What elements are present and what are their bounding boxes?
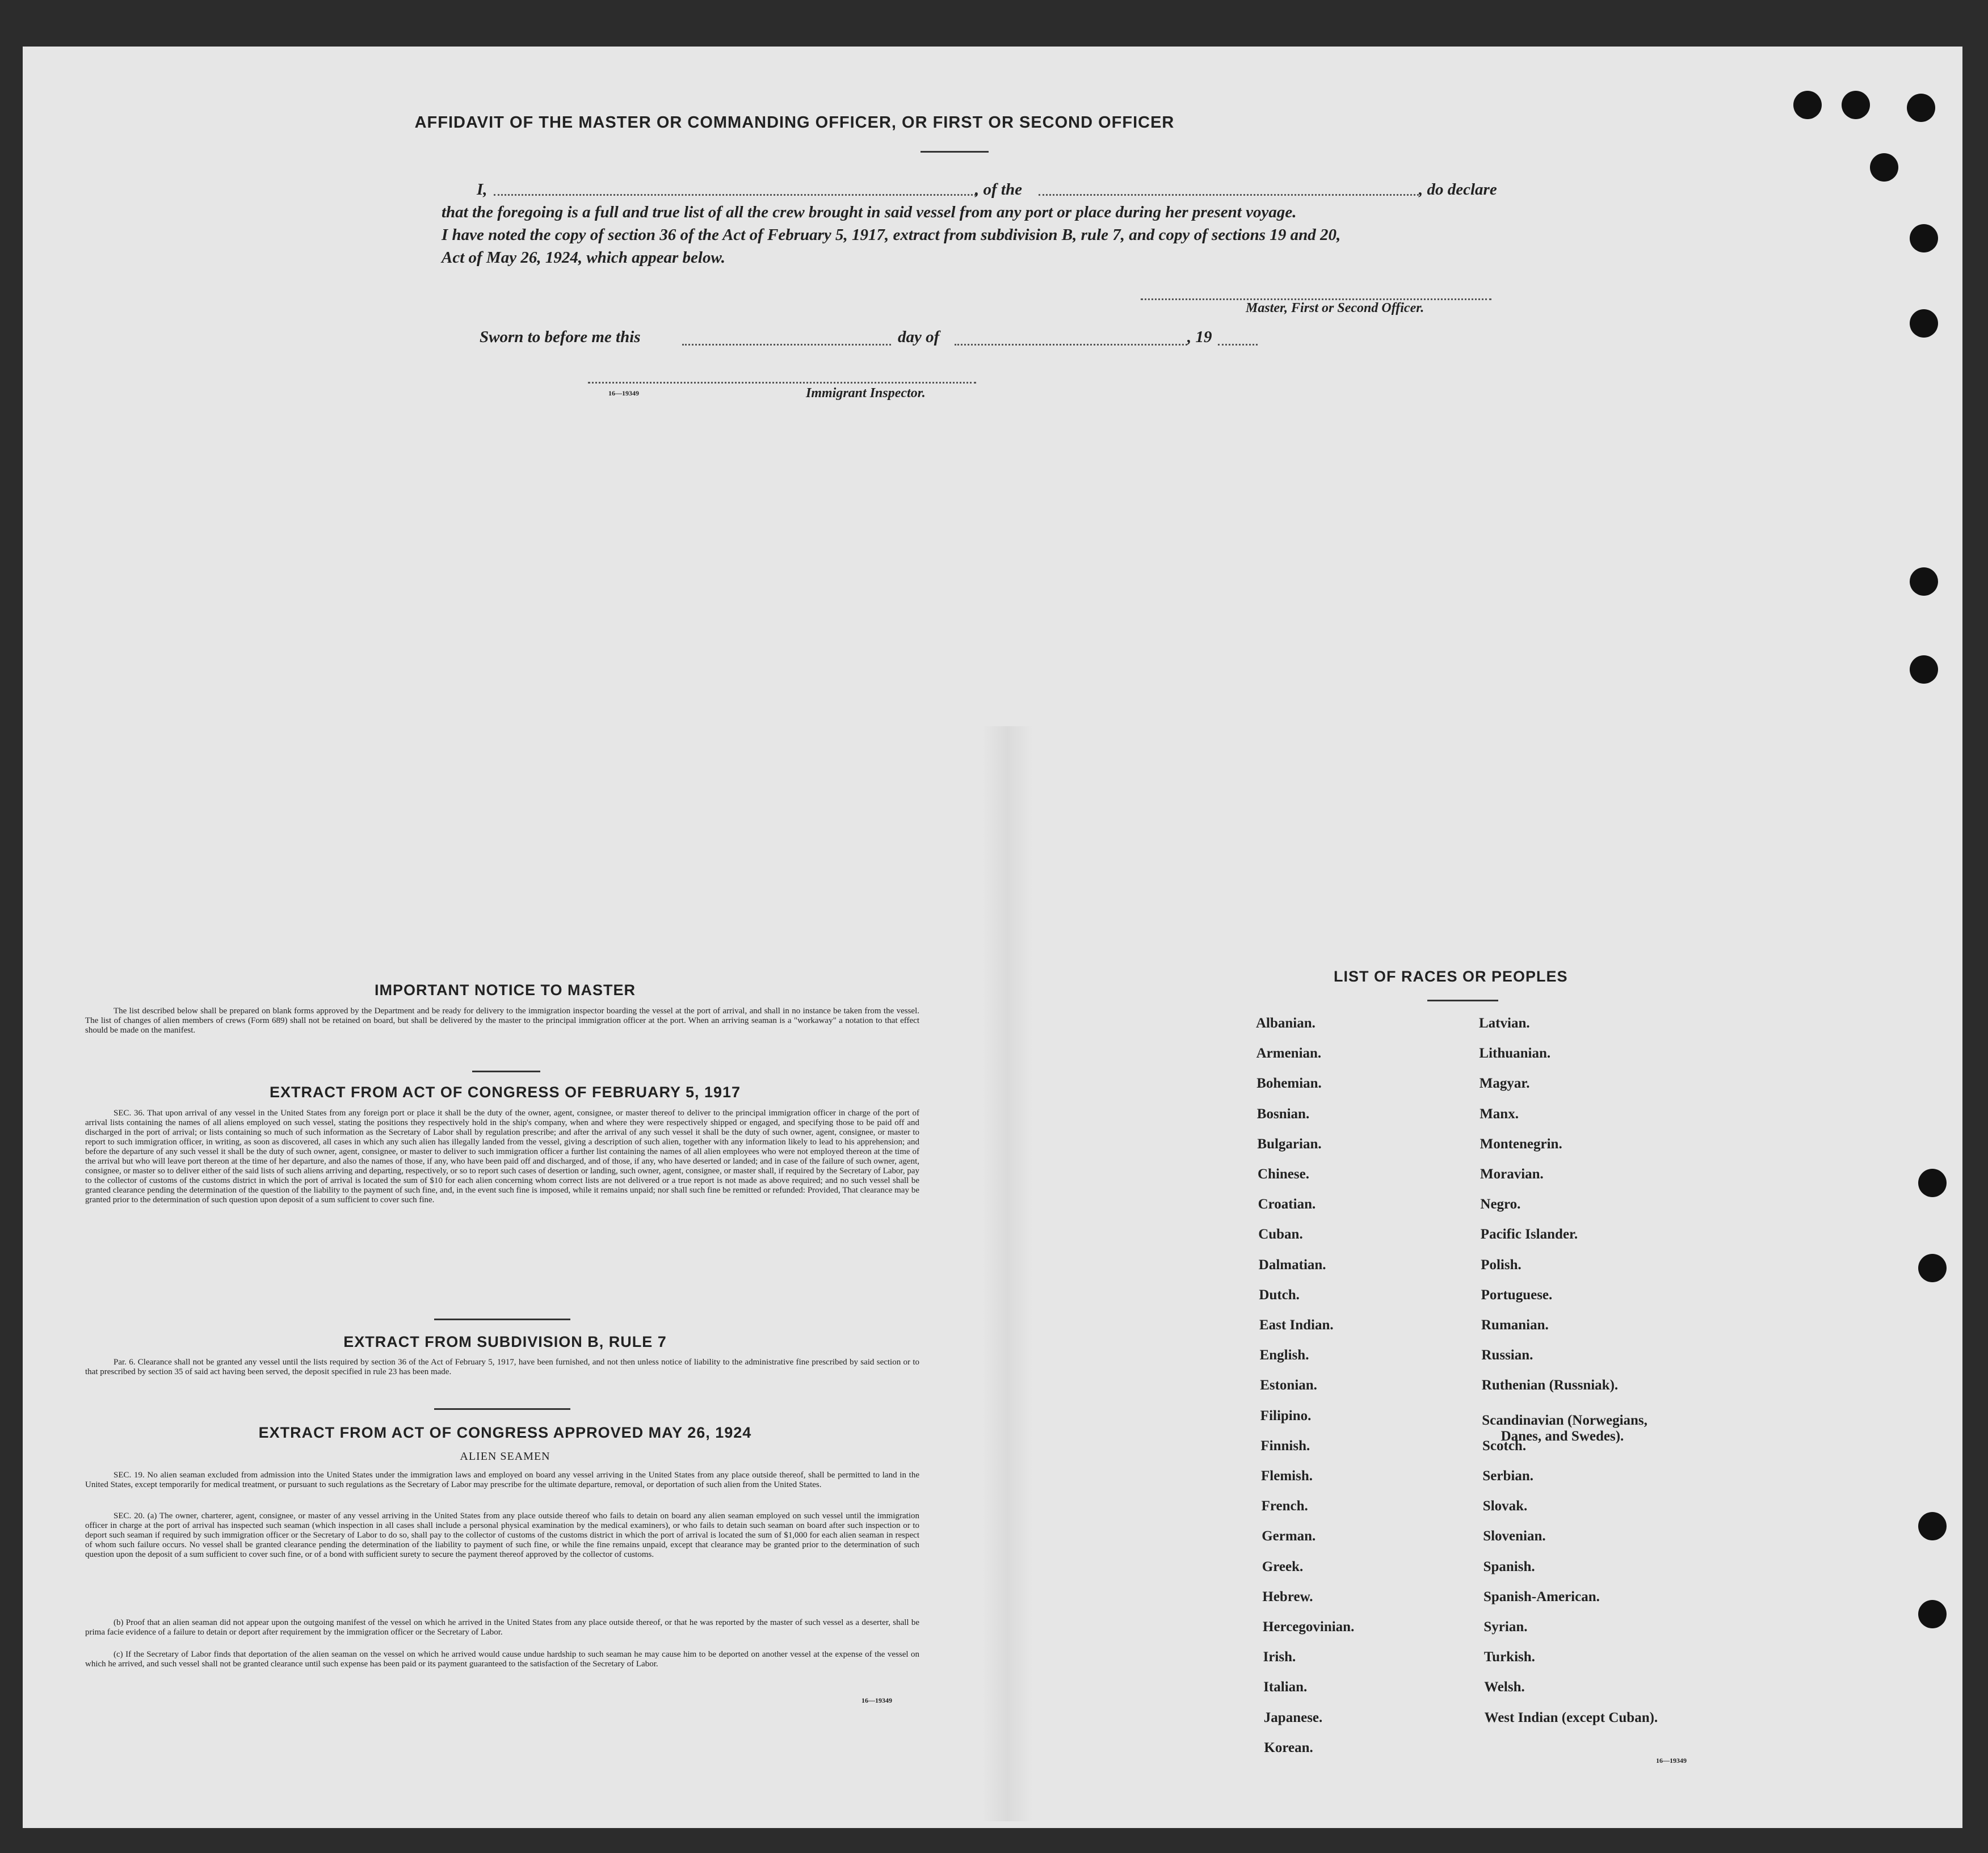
race-item: German. [1262,1528,1316,1544]
of-the-label: , of the [975,180,1022,199]
punch-hole [1870,153,1898,182]
race-item: Syrian. [1483,1619,1528,1635]
race-item: Korean. [1264,1740,1313,1755]
sworn-day-blank[interactable] [682,344,891,346]
race-item: Cuban. [1258,1227,1303,1243]
inspector-label: Immigrant Inspector. [806,386,926,401]
master-signature-label: Master, First or Second Officer. [1246,301,1424,315]
race-item: Scotch. [1482,1438,1527,1454]
sec20c-text: (c) If the Secretary of Labor finds that deportation of the alien seaman on the vessel on which he arrived would cause undue hardship to such seaman he may cause him to be deported on another vessel at the expense of the vessel on which he arrived, and such vessel shall not be granted clearance until such expense has been paid or its payment guaranteed to the satisfaction of the Secretary of Labor. [85,1650,919,1669]
race-item: French. [1261,1498,1308,1514]
section-divider [434,1319,570,1320]
punch-hole [1793,91,1822,119]
notice-text: The list described below shall be prepared on blank forms approved by the Department and be ready for delivery to the immigration inspector boarding the vessel at the port of arrival, and shall in no instance be taken from the vessel. The list of changes of alien members of crews (Form 689) shall not be retained on board, but shall be delivered by the master to the principal immigration officer at the port. When an arriving seaman is a "workaway" a notation to that effect should be made on the manifest. [85,1006,919,1035]
affidavit-form-code: 16—19349 [608,389,639,397]
race-item: Slovak. [1482,1498,1528,1514]
alien-seamen-subtitle: ALIEN SEAMEN [460,1450,550,1463]
punch-hole [1910,309,1938,338]
punch-hole [1918,1254,1947,1282]
extract-1917-title: EXTRACT FROM ACT OF CONGRESS OF FEBRUARY 5, 1917 [269,1084,741,1101]
race-item: Scandinavian (Norwegians, [1482,1412,1647,1428]
race-item: Moravian. [1480,1166,1544,1182]
sec20b-text: (b) Proof that an alien seaman did not appear upon the outgoing manifest of the vessel on which he arrived in the United States from any place outside thereof, or that he was reported by the master of such vessel as a deserter, shall be prima facie evidence of a failure to detain or deport after requirement by the immigration officer or the Secretary of Labor. [85,1618,919,1637]
race-item: Lithuanian. [1479,1046,1551,1062]
master-signature-blank[interactable] [1141,298,1491,300]
race-item: Slovenian. [1483,1528,1546,1544]
race-item: Negro. [1480,1197,1521,1212]
race-item: Irish. [1263,1649,1296,1665]
race-item: West Indian (except Cuban). [1484,1709,1658,1725]
punch-hole [1907,94,1935,122]
race-item: Flemish. [1261,1468,1313,1484]
notice-title: IMPORTANT NOTICE TO MASTER [375,982,636,999]
race-item: Bulgarian. [1257,1136,1322,1152]
race-item: East Indian. [1259,1317,1334,1333]
race-item: Dalmatian. [1258,1257,1326,1273]
punch-hole [1918,1169,1947,1197]
punch-hole [1910,224,1938,252]
affidavit-line-3: I have noted the copy of section 36 of the Act of February 5, 1917, extract from subdivision B, rule 7, and copy of sections 19 and 20, [442,226,1341,244]
race-item: Spanish-American. [1483,1589,1600,1604]
race-item: Latvian. [1479,1016,1530,1031]
sec20a-text: SEC. 20. (a) The owner, charterer, agent, consignee, or master of any vessel arriving in the United States from any place outside thereof who fails to detain on board any alien seaman employed on such vessel until the immigration officer in charge at the port of arrival has inspected such seaman (which inspection in all cases shall include a personal physical examination by the medical examiners), or who fails to detain such seaman on board after such inspection or to deport such seaman if required by such immigration officer or the Secretary of Labor to do so, shall pay to the collector of customs of the customs district in which the port of arrival is located the sum of $1,000 for each alien seaman in respect of whom such failure occurs. No vessel shall be granted clearance pending the determination of the liability to payment of such fine, or while the fine remains unpaid, except that clearance may be granted prior to the determination of such question upon the deposit of a sum sufficient to cover such fine, or of a bond with sufficient surety to secure the payment thereof approved by the collector of customs. [85,1511,919,1559]
race-item: Albanian. [1256,1016,1315,1031]
punch-hole [1918,1512,1947,1540]
extract-rule7-text: Par. 6. Clearance shall not be granted any vessel until the lists required by section 36 of the Act of February 5, 1917, have been furnished, and not then unless notice of liability to the administrative fine prescribed by said section or to that prescribed by section 35 of said act having been served, the deposit specified in rule 23 has been made. [85,1358,919,1376]
extract-1917-text: SEC. 36. That upon arrival of any vessel in the United States from any foreign port or place it shall be the duty of the owner, agent, consignee, or master thereof to deliver to the principal immigration officer in charge of the port of arrival lists containing the names of all aliens employed on such vessel, stating the positions they respectively hold in the ship's company, when and where they were respectively shipped or engaged, and specifying those to be paid off and discharged in the port of arrival; or lists containing so much of such information as the Secretary of Labor shall by regulation prescribe; and after the arrival of any such vessel it shall be the duty of such owner, agent, consignee, or master to report to such immigration officer, in writing, as soon as discovered, all cases in which any such alien has illegally landed from the vessel, giving a description of such alien, together with any information likely to lead to his apprehension; and before the departure of any such vessel it shall be the duty of such owner, agent, consignee, or master to deliver to such immigration officer a further list containing the names of all alien employees who were not employed thereon at the time of the arrival but who will leave port thereon at the time of her departure, and also the names of those, if any, who have been paid off and discharged, and of those, if any, who have deserted or landed; and in case of the failure of such owner, agent, consignee, or master so to deliver either of the said lists of such aliens arriving and departing, respectively, or so to report such cases of desertion or landing, such owner, agent, consignee, or master shall, if required by the Secretary of Labor, pay to the collector of customs of the customs district in which the port of arrival is located the sum of $10 for each alien concerning whom correct lists are not delivered or a true report is not made as above required; and no such vessel shall be granted clearance pending the determination of the question of the liability to the payment of such fine, and, in the event such fine is imposed, while it remains unpaid; nor shall such fine be remitted or refunded: Provided, That clearance may be granted prior to the determination of such question upon deposit of a sum sufficient to cover such fine. [85,1109,919,1205]
sworn-label: Sworn to before me this [480,328,641,346]
affidavit-title: AFFIDAVIT OF THE MASTER OR COMMANDING OFFICER, OR FIRST OR SECOND OFFICER [414,113,1175,132]
race-item: Bosnian. [1256,1106,1310,1122]
race-item: Hercegovinian. [1263,1619,1355,1635]
sec19-text: SEC. 19. No alien seaman excluded from admission into the United States under the immigration laws and employed on board any vessel arriving in the United States from any place outside thereof, shall be permitted to land in the United States, except temporarily for medical treatment, or pursuant to such regulations as the Secretary of Labor may prescribe for the ultimate departure, removal, or deportation of such alien from the United States. [85,1471,919,1489]
race-item: Polish. [1481,1257,1522,1273]
name-blank[interactable] [494,194,976,196]
sworn-month-blank[interactable] [955,344,1187,346]
race-item: Spanish. [1483,1559,1535,1574]
race-item: Bohemian. [1256,1076,1322,1092]
punch-hole [1842,91,1870,119]
race-item: Welsh. [1484,1679,1525,1695]
affidavit-i-label: I, [477,180,487,199]
fold-shadow [982,726,1033,1821]
year-label: , 19 [1187,328,1212,346]
race-item: Rumanian. [1481,1317,1549,1333]
year-blank[interactable] [1218,344,1258,346]
extract-rule7-title: EXTRACT FROM SUBDIVISION B, RULE 7 [343,1333,667,1350]
race-item: Greek. [1262,1559,1304,1574]
race-item: Japanese. [1263,1709,1323,1725]
title-divider [921,151,989,153]
race-item: Estonian. [1260,1378,1317,1393]
race-item: Hebrew. [1262,1589,1313,1604]
inspector-signature-blank[interactable] [588,382,976,384]
affidavit-line-2: that the foregoing is a full and true list of all the crew brought in said vessel from any port or place during her present voyage. [442,203,1297,221]
race-item: Italian. [1263,1679,1308,1695]
race-item: Montenegrin. [1480,1136,1562,1152]
races-title: LIST OF RACES OR PEOPLES [1334,968,1568,985]
races-divider [1427,1000,1498,1001]
punch-hole [1918,1600,1947,1628]
race-item: Croatian. [1258,1197,1316,1212]
race-item: Dutch. [1259,1287,1300,1303]
race-item: Danes, and Swedes). [1501,1428,1624,1444]
race-item: Filipino. [1260,1408,1312,1424]
extract-form-code: 16—19349 [861,1696,892,1704]
punch-hole [1910,655,1938,684]
race-item: Pacific Islander. [1480,1227,1578,1243]
race-item: Magyar. [1479,1076,1530,1092]
race-item: Manx. [1480,1106,1519,1122]
affidavit-line-4: Act of May 26, 1924, which appear below. [442,249,725,267]
section-divider [472,1071,540,1072]
race-item: Turkish. [1483,1649,1535,1665]
races-form-code: 16—19349 [1656,1757,1687,1764]
section-divider [434,1408,570,1410]
day-of-label: day of [898,328,940,346]
race-item: Ruthenian (Russniak). [1481,1378,1619,1393]
race-item: English. [1259,1347,1309,1363]
race-item: Portuguese. [1481,1287,1553,1303]
extract-1924-title: EXTRACT FROM ACT OF CONGRESS APPROVED MAY 26, 1924 [258,1424,752,1441]
do-declare-label: , do declare [1419,180,1497,199]
race-item: Chinese. [1258,1166,1309,1182]
race-item: Armenian. [1256,1046,1322,1062]
race-item: Russian. [1481,1347,1533,1363]
punch-hole [1910,567,1938,596]
vessel-blank[interactable] [1039,194,1419,196]
race-item: Serbian. [1482,1468,1533,1484]
race-item: Finnish. [1260,1438,1310,1454]
